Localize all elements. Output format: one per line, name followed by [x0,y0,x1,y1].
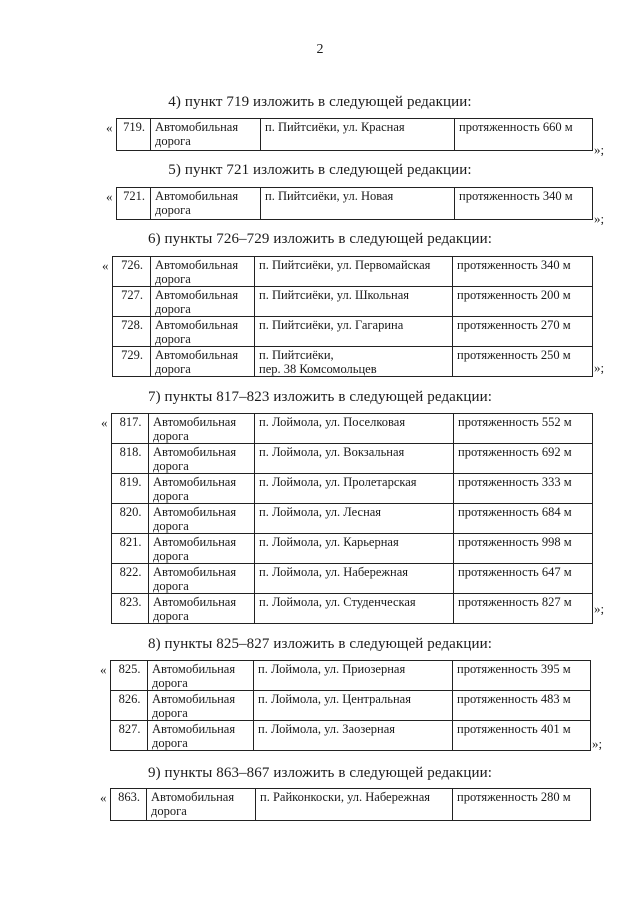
page-number: 2 [316,42,324,57]
row-address: п. Лоймола, ул. Набережная [255,564,454,594]
row-number: 729. [113,347,151,377]
row-type: Автомобильная дорога [149,414,255,444]
close-quote: »; [594,601,605,616]
row-number: 726. [113,257,151,287]
row-address: п. Лоймола, ул. Заозерная [254,721,453,751]
row-length: протяженность 340 м [455,188,593,220]
table-row [117,119,593,151]
row-address: п. Лоймола, ул. Вокзальная [255,444,454,474]
table-row [112,474,593,504]
section-heading: 6) пункты 726–729 изложить в следующей редакции: [148,231,492,247]
row-number: 817. [112,414,149,444]
table-row [113,317,593,347]
section-heading: 8) пункты 825–827 изложить в следующей редакции: [148,636,492,652]
section-table [116,118,593,151]
row-address: п. Лоймола, ул. Приозерная [254,661,453,691]
row-address: п. Пийтсиёки, ул. Красная [261,119,455,151]
section-heading: 7) пункты 817–823 изложить в следующей редакции: [148,389,492,405]
table-row [112,534,593,564]
row-length: протяженность 340 м [453,257,593,287]
row-length: протяженность 660 м [455,119,593,151]
table-row [111,661,591,691]
row-address: п. Лоймола, ул. Карьерная [255,534,454,564]
table-row [112,564,593,594]
row-type: Автомобильная дорога [151,287,255,317]
open-quote: « [106,120,113,135]
row-address: п. Райконкоски, ул. Набережная [256,789,453,821]
table-row [112,414,593,444]
row-length: протяженность 270 м [453,317,593,347]
open-quote: « [100,790,107,805]
row-address: п. Лоймола, ул. Пролетарская [255,474,454,504]
row-number: 826. [111,691,148,721]
row-type: Автомобильная дорога [149,444,255,474]
table-row [112,594,593,624]
row-type: Автомобильная дорога [148,691,254,721]
row-address: п. Лоймола, ул. Центральная [254,691,453,721]
row-type: Автомобильная дорога [149,474,255,504]
row-address: п. Пийтсиёки, ул. Новая [261,188,455,220]
row-length: протяженность 684 м [454,504,593,534]
table-row [112,504,593,534]
open-quote: « [100,662,107,677]
row-number: 823. [112,594,149,624]
row-address: п. Лоймола, ул. Лесная [255,504,454,534]
table-row [112,444,593,474]
section-table [116,187,593,220]
row-length: протяженность 552 м [454,414,593,444]
row-number: 818. [112,444,149,474]
row-type: Автомобильная дорога [151,347,255,377]
row-number: 863. [111,789,147,821]
row-type: Автомобильная дорога [148,721,254,751]
open-quote: « [106,189,113,204]
row-length: протяженность 333 м [454,474,593,504]
row-type: Автомобильная дорога [151,119,261,151]
row-type: Автомобильная дорога [148,661,254,691]
close-quote: »; [594,360,605,375]
row-number: 821. [112,534,149,564]
row-length: протяженность 280 м [453,789,591,821]
row-length: протяженность 250 м [453,347,593,377]
row-length: протяженность 483 м [453,691,591,721]
row-type: Автомобильная дорога [151,188,261,220]
row-length: протяженность 827 м [454,594,593,624]
table-row [111,691,591,721]
row-length: протяженность 395 м [453,661,591,691]
row-length: протяженность 692 м [454,444,593,474]
table-row [113,287,593,317]
table-row [113,257,593,287]
row-number: 819. [112,474,149,504]
section-heading: 9) пункты 863–867 изложить в следующей редакции: [148,765,492,781]
row-type: Автомобильная дорога [149,534,255,564]
row-number: 719. [117,119,151,151]
row-length: протяженность 647 м [454,564,593,594]
row-address: п. Пийтсиёки, ул. Первомайская [255,257,453,287]
row-number: 825. [111,661,148,691]
table-row [113,347,593,377]
row-type: Автомобильная дорога [149,504,255,534]
section-heading: 4) пункт 719 изложить в следующей редакции: [168,94,472,110]
row-number: 727. [113,287,151,317]
row-address: п. Пийтсиёки, ул. Гагарина [255,317,453,347]
section-table [111,413,593,624]
row-type: Автомобильная дорога [147,789,256,821]
row-number: 728. [113,317,151,347]
row-address: п. Лоймола, ул. Студенческая [255,594,454,624]
section-heading: 5) пункт 721 изложить в следующей редакции: [168,162,472,178]
section-table [112,256,593,377]
row-type: Автомобильная дорога [151,317,255,347]
close-quote: »; [594,211,605,226]
open-quote: « [102,258,109,273]
section-table [110,660,591,751]
row-address: п. Пийтсиёки, пер. 38 Комсомольцев [255,347,453,377]
row-type: Автомобильная дорога [151,257,255,287]
row-length: протяженность 200 м [453,287,593,317]
row-length: протяженность 998 м [454,534,593,564]
section-table [110,788,591,821]
row-type: Автомобильная дорога [149,594,255,624]
table-row [117,188,593,220]
row-number: 827. [111,721,148,751]
close-quote: »; [594,142,605,157]
row-type: Автомобильная дорога [149,564,255,594]
table-row [111,721,591,751]
open-quote: « [101,415,108,430]
row-address: п. Лоймола, ул. Поселковая [255,414,454,444]
row-length: протяженность 401 м [453,721,591,751]
row-address: п. Пийтсиёки, ул. Школьная [255,287,453,317]
row-number: 721. [117,188,151,220]
row-number: 820. [112,504,149,534]
close-quote: »; [592,736,603,751]
table-row [111,789,591,821]
row-number: 822. [112,564,149,594]
